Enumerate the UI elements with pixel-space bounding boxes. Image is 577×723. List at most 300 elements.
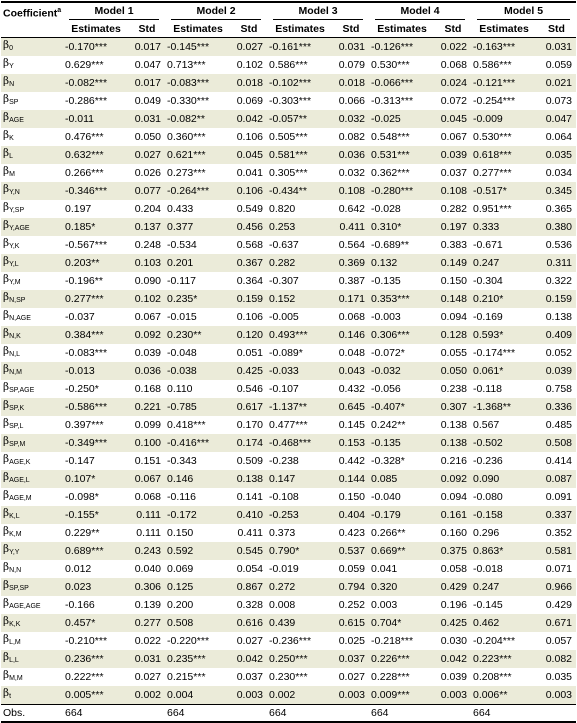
estimate-cell: 0.713***	[167, 58, 206, 71]
table-row	[1, 164, 576, 182]
table-row	[1, 488, 576, 506]
estimate-cell: -0.056	[371, 382, 401, 395]
estimate-cell: 0.397***	[65, 418, 104, 431]
estimate-cell: 0.222***	[65, 670, 104, 683]
coefficient-label: $\beta_{Y,AGE}$	[3, 219, 30, 233]
coefficient-label: $\beta_{SP,M}$	[3, 435, 26, 449]
estimate-cell: -0.169	[473, 310, 503, 323]
estimate-cell: -0.019	[269, 562, 299, 575]
coefficient-header: Coefficient$^a$	[1, 2, 63, 22]
estimate-cell: 0.462	[473, 616, 500, 629]
estimate-cell: -0.166	[65, 598, 95, 611]
std-cell: 0.091	[545, 490, 572, 503]
coefficient-label: $\beta_K$	[3, 129, 14, 143]
estimate-cell: -0.018	[473, 562, 503, 575]
estimate-cell: 0.266**	[371, 526, 406, 539]
std-cell: 0.042	[440, 652, 467, 665]
coefficient-label: $\beta_{N,M}$	[3, 363, 22, 377]
std-cell: 0.068	[440, 58, 467, 71]
estimate-cell: 0.107*	[65, 472, 96, 485]
estimate-cell: -0.121***	[473, 76, 516, 89]
table-row	[1, 614, 576, 632]
coefficient-label: $\beta_{K,L}$	[3, 507, 20, 521]
coefficient-label: $\beta_{Y,M}$	[3, 273, 21, 287]
std-cell: 0.137	[134, 220, 161, 233]
estimates-header: Estimates	[165, 22, 231, 38]
estimate-cell: -0.163***	[473, 40, 516, 53]
table-row	[1, 308, 576, 326]
estimate-cell: 0.236***	[65, 652, 104, 665]
estimate-cell: 0.581***	[269, 148, 308, 161]
estimate-cell: 0.110	[167, 382, 193, 395]
std-cell: 0.068	[338, 310, 365, 323]
table-row	[1, 38, 576, 57]
std-cell: 0.411	[237, 526, 263, 539]
estimate-cell: -1.137**	[269, 400, 307, 413]
estimate-cell: 0.090	[473, 472, 500, 485]
estimate-cell: 0.629***	[65, 58, 104, 71]
std-cell: 0.050	[134, 130, 161, 143]
std-cell: 0.027	[134, 148, 161, 161]
coefficient-label: $\beta_{AGE,AGE}$	[3, 597, 41, 611]
std-cell: 0.040	[134, 562, 161, 575]
std-cell: 0.035	[545, 670, 572, 683]
coefficient-label: $\beta_{AGE,M}$	[3, 489, 32, 503]
estimate-cell: -0.147	[65, 454, 95, 467]
estimate-cell: -0.145	[473, 598, 503, 611]
model-2-header: Model 2	[165, 2, 267, 22]
std-cell: 0.616	[236, 616, 263, 629]
estimate-cell: 0.132	[371, 256, 398, 269]
coefficient-label: $\beta_{AGE,K}$	[3, 453, 31, 467]
std-cell: 0.352	[545, 526, 572, 539]
estimate-cell: -0.057**	[269, 112, 307, 125]
std-cell: 0.145	[338, 418, 365, 431]
estimate-cell: -0.238	[269, 454, 299, 467]
estimate-cell: 0.229**	[65, 526, 100, 539]
std-cell: 0.243	[134, 544, 161, 557]
estimate-cell: 0.320	[371, 580, 398, 593]
std-cell: 0.051	[236, 346, 263, 359]
estimates-header: Estimates	[369, 22, 435, 38]
table-row	[1, 380, 576, 398]
estimate-cell: -0.117	[167, 274, 196, 287]
table-row	[1, 200, 576, 218]
std-header: Std	[537, 22, 576, 38]
std-cell: 0.045	[236, 148, 263, 161]
std-cell: 0.149	[440, 256, 467, 269]
estimate-cell: 0.185*	[65, 220, 96, 233]
std-cell: 0.409	[545, 328, 572, 341]
std-cell: 0.079	[338, 58, 365, 71]
estimate-cell: -0.040	[371, 490, 401, 503]
std-cell: 0.139	[134, 598, 161, 611]
estimate-cell: 0.669**	[371, 544, 406, 557]
std-cell: 0.369	[338, 256, 365, 269]
table-row	[1, 416, 576, 434]
estimates-header: Estimates	[63, 22, 129, 38]
observations-label: Obs.	[1, 705, 63, 722]
estimate-cell: -0.785	[167, 400, 197, 413]
std-cell: 0.059	[545, 58, 572, 71]
std-header: Std	[231, 22, 267, 38]
estimate-cell: -0.025	[371, 112, 401, 125]
estimate-cell: -0.254***	[473, 94, 516, 107]
estimate-cell: 0.305***	[269, 166, 308, 179]
std-cell: 0.159	[236, 292, 263, 305]
std-cell: 0.144	[338, 472, 365, 485]
coefficient-label: $\beta_{M,M}$	[3, 669, 23, 683]
estimate-cell: 0.203**	[65, 256, 100, 269]
estimate-cell: 0.586***	[473, 58, 512, 71]
estimate-cell: -0.236***	[269, 634, 312, 647]
std-cell: 0.003	[440, 688, 467, 701]
estimate-cell: -0.534	[167, 238, 197, 251]
std-cell: 0.138	[440, 418, 467, 431]
coefficient-label: $\beta_L$	[3, 147, 13, 161]
std-cell: 0.536	[545, 238, 572, 251]
estimate-cell: -0.003	[371, 310, 401, 323]
estimate-cell: -0.307	[269, 274, 299, 287]
estimate-cell: 0.476***	[65, 130, 104, 143]
std-cell: 0.102	[134, 292, 161, 305]
estimate-cell: -0.158	[473, 508, 503, 521]
std-cell: 0.282	[440, 202, 467, 215]
estimate-cell: 0.508	[167, 616, 194, 629]
estimate-cell: 0.548***	[371, 130, 410, 143]
std-cell: 0.069	[236, 94, 263, 107]
estimate-cell: 0.006**	[473, 688, 508, 701]
estimate-cell: -0.013	[65, 364, 95, 377]
estimate-cell: 0.012	[65, 562, 92, 575]
observations-value: 664	[63, 705, 129, 722]
std-cell: 0.027	[338, 670, 365, 683]
std-cell: 0.306	[134, 580, 161, 593]
std-cell: 0.151	[134, 454, 161, 467]
std-cell: 0.425	[236, 364, 263, 377]
std-cell: 0.049	[134, 94, 161, 107]
estimate-cell: -0.098*	[65, 490, 99, 503]
estimate-cell: -0.028	[371, 202, 401, 215]
coefficient-label: $\beta_{Y,SP}$	[3, 201, 25, 215]
std-cell: 0.092	[134, 328, 161, 341]
estimate-cell: 0.593*	[473, 328, 504, 341]
estimate-cell: 0.247	[473, 256, 500, 269]
std-cell: 0.021	[545, 76, 572, 89]
estimate-cell: -0.072*	[371, 346, 405, 359]
std-cell: 0.017	[134, 40, 161, 53]
std-cell: 0.311	[546, 256, 572, 269]
std-cell: 0.037	[236, 670, 263, 683]
std-cell: 0.138	[440, 436, 467, 449]
estimate-cell: -0.671	[473, 238, 503, 251]
table-body	[1, 38, 576, 705]
estimate-cell: -0.080	[473, 490, 503, 503]
estimate-cell: 0.704*	[371, 616, 402, 629]
estimate-cell: -0.236	[473, 454, 503, 467]
estimate-cell: -0.349***	[65, 436, 108, 449]
estimate-cell: 0.353***	[371, 292, 410, 305]
estimate-cell: 0.247	[473, 580, 500, 593]
estimate-cell: 0.951***	[473, 202, 512, 215]
estimate-cell: -0.210***	[65, 634, 108, 647]
coefficient-label: $\beta_M$	[3, 165, 15, 179]
coefficient-label: $\beta_{L,L}$	[3, 651, 19, 665]
std-cell: 0.041	[236, 166, 263, 179]
estimate-cell: 0.235*	[167, 292, 198, 305]
std-cell: 0.138	[545, 310, 572, 323]
estimate-cell: 0.150	[167, 526, 194, 539]
estimate-cell: 0.384***	[65, 328, 104, 341]
std-cell: 0.642	[338, 202, 365, 215]
coefficient-label: $\beta_{K,M}$	[3, 525, 22, 539]
coefficient-label: $\beta_{Y,N}$	[3, 183, 20, 197]
table-row	[1, 596, 576, 614]
estimate-cell: -0.037	[65, 310, 95, 323]
std-cell: 0.031	[134, 112, 161, 125]
estimate-cell: -0.346***	[65, 184, 108, 197]
coefficient-label: $\beta_{SP,AGE}$	[3, 381, 35, 395]
table-row	[1, 542, 576, 560]
std-cell: 0.410	[236, 508, 263, 521]
std-cell: 0.425	[440, 616, 467, 629]
estimate-cell: -0.005	[269, 310, 299, 323]
std-cell: 0.337	[545, 508, 572, 521]
std-cell: 0.153	[338, 436, 365, 449]
std-cell: 0.794	[338, 580, 365, 593]
std-cell: 0.027	[236, 40, 263, 53]
std-cell: 0.671	[545, 616, 572, 629]
table-row	[1, 326, 576, 344]
estimate-cell: 0.306***	[371, 328, 410, 341]
table-row	[1, 506, 576, 524]
std-cell: 0.120	[236, 328, 263, 341]
std-cell: 0.066	[338, 94, 365, 107]
std-cell: 0.067	[134, 472, 161, 485]
std-cell: 0.082	[545, 652, 572, 665]
std-cell: 0.036	[338, 148, 365, 161]
estimate-cell: 0.003	[371, 598, 398, 611]
std-cell: 0.387	[338, 274, 365, 287]
coefficient-label: $\beta_{AGE,L}$	[3, 471, 30, 485]
estimate-cell: -0.172	[167, 508, 197, 521]
estimate-cell: 0.505***	[269, 130, 308, 143]
std-cell: 0.141	[236, 490, 263, 503]
coefficient-label: $\beta_{N,N}$	[3, 561, 22, 575]
std-cell: 0.059	[338, 562, 365, 575]
std-cell: 0.067	[440, 130, 467, 143]
std-cell: 0.032	[338, 166, 365, 179]
std-cell: 0.170	[236, 418, 263, 431]
column-header-row	[1, 22, 576, 38]
estimate-cell: -0.116	[167, 490, 196, 503]
std-cell: 0.037	[440, 166, 467, 179]
std-cell: 0.050	[440, 364, 467, 377]
estimate-cell: 0.201	[167, 256, 194, 269]
std-cell: 0.018	[236, 76, 263, 89]
table-row	[1, 92, 576, 110]
model-5-header: Model 5	[471, 2, 576, 22]
coefficient-label: $\beta_{N,K}$	[3, 327, 21, 341]
estimate-cell: 0.618***	[473, 148, 512, 161]
estimate-cell: -0.204***	[473, 634, 516, 647]
std-cell: 0.034	[545, 166, 572, 179]
std-cell: 0.174	[236, 436, 263, 449]
estimate-cell: 0.235***	[167, 652, 206, 665]
estimate-cell: -0.586***	[65, 400, 108, 413]
estimate-cell: 0.266***	[65, 166, 104, 179]
std-cell: 0.411	[339, 220, 365, 233]
estimate-cell: 0.197	[65, 202, 92, 215]
estimate-cell: -0.313***	[371, 94, 414, 107]
estimate-cell: 0.230**	[167, 328, 202, 341]
estimate-cell: 0.226***	[371, 652, 410, 665]
std-cell: 0.027	[236, 634, 263, 647]
estimate-cell: 0.004	[167, 688, 194, 701]
observations-value: 664	[369, 705, 435, 722]
estimate-cell: -0.502	[473, 436, 503, 449]
estimate-cell: -0.343	[167, 454, 197, 467]
table-row	[1, 56, 576, 74]
std-cell: 0.102	[236, 58, 263, 71]
table-row	[1, 272, 576, 290]
std-cell: 0.037	[338, 652, 365, 665]
model-4-header: Model 4	[369, 2, 471, 22]
std-cell: 0.106	[236, 130, 263, 143]
estimate-cell: 0.152	[269, 292, 296, 305]
estimate-cell: 0.493***	[269, 328, 308, 341]
std-cell: 0.036	[134, 364, 161, 377]
estimate-cell: 0.592	[167, 544, 194, 557]
table-row	[1, 434, 576, 452]
std-header: Std	[333, 22, 369, 38]
std-cell: 0.383	[440, 238, 467, 251]
estimate-cell: 0.531***	[371, 148, 410, 161]
estimate-cell: 0.005***	[65, 688, 104, 701]
std-cell: 0.423	[338, 526, 365, 539]
coefficient-label: $\beta_{N,L}$	[3, 345, 20, 359]
estimate-cell: -0.082**	[167, 112, 205, 125]
std-cell: 0.414	[545, 454, 572, 467]
table-row	[1, 146, 576, 164]
std-cell: 0.031	[545, 40, 572, 53]
estimate-cell: -0.220***	[167, 634, 210, 647]
estimate-cell: 0.069	[167, 562, 194, 575]
coefficient-label: $\beta_{Y,L}$	[3, 255, 19, 269]
std-cell: 0.002	[134, 688, 161, 701]
std-cell: 0.108	[440, 184, 467, 197]
table-row	[1, 668, 576, 686]
std-cell: 0.108	[338, 184, 365, 197]
std-cell: 0.432	[338, 382, 365, 395]
estimate-cell: -0.328*	[371, 454, 405, 467]
std-header: Std	[129, 22, 165, 38]
std-cell: 0.052	[545, 346, 572, 359]
estimate-cell: 0.230***	[269, 670, 308, 683]
estimate-cell: -0.145***	[167, 40, 210, 53]
std-cell: 0.367	[236, 256, 263, 269]
estimate-cell: -1.368**	[473, 400, 511, 413]
estimate-cell: 0.200	[167, 598, 194, 611]
std-cell: 0.022	[134, 634, 161, 647]
estimate-cell: 0.228***	[371, 670, 410, 683]
estimate-cell: -0.048	[167, 346, 197, 359]
std-cell: 0.068	[134, 490, 161, 503]
coefficient-label: $\beta_{SP,SP}$	[3, 579, 29, 593]
std-cell: 0.058	[440, 562, 467, 575]
std-cell: 0.042	[236, 652, 263, 665]
estimate-cell: -0.107	[269, 382, 299, 395]
std-cell: 0.645	[338, 400, 365, 413]
estimate-cell: 0.023	[65, 580, 92, 593]
table-row	[1, 560, 576, 578]
estimate-cell: -0.161***	[269, 40, 312, 53]
observations-row	[1, 705, 576, 722]
estimate-cell: -0.066***	[371, 76, 414, 89]
std-cell: 0.003	[338, 688, 365, 701]
model-3-header: Model 3	[267, 2, 369, 22]
estimate-cell: 0.418***	[167, 418, 206, 431]
std-cell: 0.111	[136, 508, 161, 521]
estimate-cell: 0.632***	[65, 148, 104, 161]
estimate-cell: -0.009	[473, 112, 503, 125]
std-cell: 0.150	[440, 274, 467, 287]
estimate-cell: -0.033	[269, 364, 299, 377]
std-cell: 0.024	[440, 76, 467, 89]
std-cell: 0.581	[545, 544, 572, 557]
coefficient-label: $\beta_{SP}$	[3, 93, 19, 107]
std-cell: 0.615	[338, 616, 365, 629]
std-header: Std	[435, 22, 471, 38]
std-cell: 0.039	[440, 148, 467, 161]
table-row	[1, 398, 576, 416]
estimates-header: Estimates	[471, 22, 537, 38]
observations-value: 664	[165, 705, 231, 722]
estimate-cell: -0.416***	[167, 436, 210, 449]
estimate-cell: -0.218***	[371, 634, 414, 647]
estimate-cell: -0.155*	[65, 508, 99, 521]
estimate-cell: 0.146	[167, 472, 194, 485]
std-cell: 0.404	[338, 508, 365, 521]
table-row	[1, 74, 576, 92]
estimate-cell: 0.863*	[473, 544, 504, 557]
observations-value: 664	[267, 705, 333, 722]
estimate-cell: 0.253	[269, 220, 296, 233]
std-cell: 0.160	[440, 526, 467, 539]
estimate-cell: 0.273***	[167, 166, 206, 179]
estimate-cell: -0.082***	[65, 76, 108, 89]
std-cell: 0.364	[236, 274, 263, 287]
coefficient-footnote-marker: a	[57, 7, 62, 14]
table-row	[1, 470, 576, 488]
estimate-cell: 0.621***	[167, 148, 206, 161]
table-row	[1, 524, 576, 542]
estimate-cell: -0.038	[167, 364, 197, 377]
estimate-cell: 0.567	[473, 418, 500, 431]
std-cell: 0.035	[545, 148, 572, 161]
table-row	[1, 128, 576, 146]
std-cell: 0.336	[545, 400, 572, 413]
estimate-cell: 0.296	[473, 526, 500, 539]
std-cell: 0.055	[440, 346, 467, 359]
coefficient-label: $\beta_Y$	[3, 57, 14, 71]
std-cell: 0.032	[338, 112, 365, 125]
std-cell: 0.043	[338, 364, 365, 377]
estimate-cell: -0.567***	[65, 238, 108, 251]
coefficient-label: $\beta_0$	[3, 39, 13, 53]
std-cell: 0.322	[545, 274, 572, 287]
table-row	[1, 650, 576, 668]
